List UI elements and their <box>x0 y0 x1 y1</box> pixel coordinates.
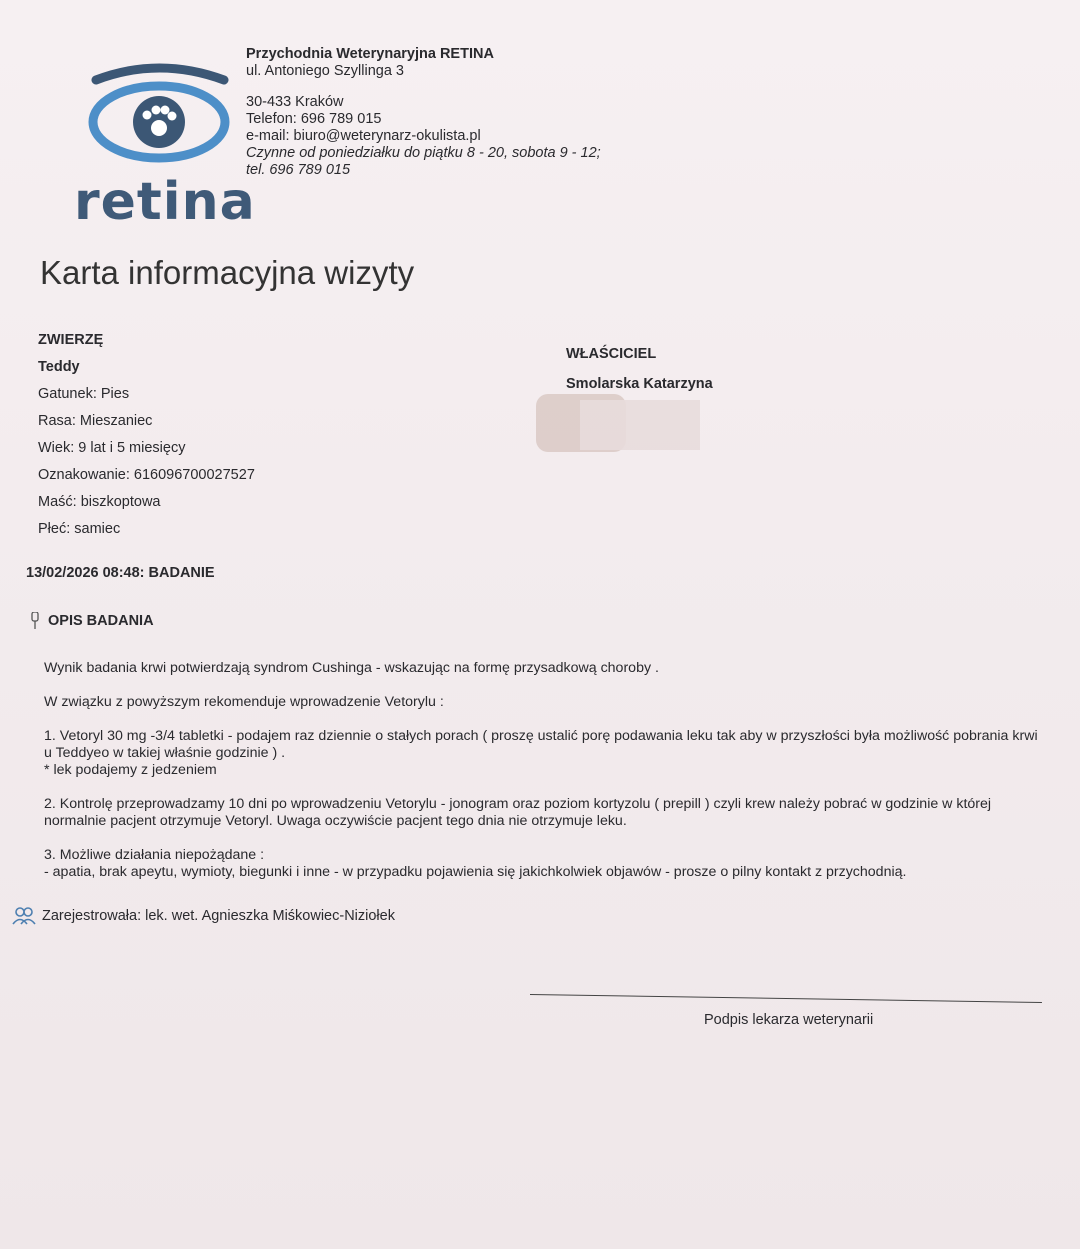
exam-paragraph-1: Wynik badania krwi potwierdzają syndrom Cushinga - wskazując na formę przysadkową choroby . <box>44 660 659 676</box>
clinic-phone: Telefon: 696 789 015 <box>246 111 382 127</box>
exam-paragraph-3: 1. Vetoryl 30 mg -3/4 tabletki - podajem raz dziennie o stałych porach ( proszę ustalić porę podawania leku tak aby w przyszłości była możliwość pobrania krwi u Teddyeo w takiej właśnie godzinie ) . <box>44 728 1038 761</box>
logo-wordmark: retina <box>74 172 256 232</box>
animal-coat: Maść: biszkoptowa <box>38 494 161 510</box>
clinic-hours: Czynne od poniedziałku do piątku 8 - 20, sobota 9 - 12; <box>246 145 601 161</box>
clinic-name: Przychodnia Weterynaryjna RETINA <box>246 46 494 62</box>
pin-icon <box>30 612 40 630</box>
clinic-city: 30-433 Kraków <box>246 94 344 110</box>
exam-paragraph-5-list: - apatia, brak apeytu, wymioty, biegunki i inne - w przypadku pojawienia się jakichkolwiek objawów - prosze o pilny kontakt z przychodnią. <box>44 864 907 880</box>
animal-breed: Rasa: Mieszaniec <box>38 413 153 429</box>
animal-age: Wiek: 9 lat i 5 miesięcy <box>38 440 186 456</box>
animal-species: Gatunek: Pies <box>38 386 130 402</box>
exam-paragraph-5: 3. Możliwe działania niepożądane : <box>44 847 265 863</box>
animal-chip: Oznakowanie: 616096700027527 <box>38 467 255 483</box>
clinic-street: ul. Antoniego Szyllinga 3 <box>246 63 404 79</box>
signature-line <box>530 994 1042 1003</box>
redacted-area-2 <box>580 400 700 450</box>
document-title: Karta informacyjna wizyty <box>40 254 415 291</box>
registered-text: Zarejestrowała: lek. wet. Agnieszka Miśkowiec-Niziołek <box>42 908 395 924</box>
registered-by <box>12 906 395 926</box>
exam-paragraph-3-note: * lek podajemy z jedzeniem <box>44 762 217 778</box>
exam-heading-row <box>30 612 154 630</box>
animal-heading: ZWIERZĘ <box>38 332 104 348</box>
exam-description <box>44 660 1044 898</box>
clinic-tel: tel. 696 789 015 <box>246 162 351 178</box>
exam-paragraph-4: 2. Kontrolę przeprowadzamy 10 dni po wprowadzeniu Vetorylu - jonogram oraz poziom kortyzolu ( prepill ) czyli krew należy pobrać w godzinie w której normalnie pacjent otrzymuje Vetoryl. Uwaga oczywiście pacjent tego dnia nie otrzymuje leku. <box>44 796 992 829</box>
signature-label: Podpis lekarza weterynarii <box>704 1012 874 1028</box>
exam-heading: OPIS BADANIA <box>48 613 154 629</box>
clinic-header <box>246 46 601 179</box>
exam-paragraph-2: W związku z powyższym rekomenduje wprowadzenie Vetorylu : <box>44 694 444 710</box>
visit-date: 13/02/2026 08:48: BADANIE <box>26 565 215 581</box>
clinic-email: e-mail: biuro@weterynarz-okulista.pl <box>246 128 481 144</box>
animal-sex: Płeć: samiec <box>38 521 121 537</box>
animal-section <box>38 330 255 546</box>
owner-name: Smolarska Katarzyna <box>566 376 713 392</box>
users-icon <box>12 906 36 926</box>
animal-name: Teddy <box>38 359 80 375</box>
owner-heading: WŁAŚCICIEL <box>566 346 657 362</box>
